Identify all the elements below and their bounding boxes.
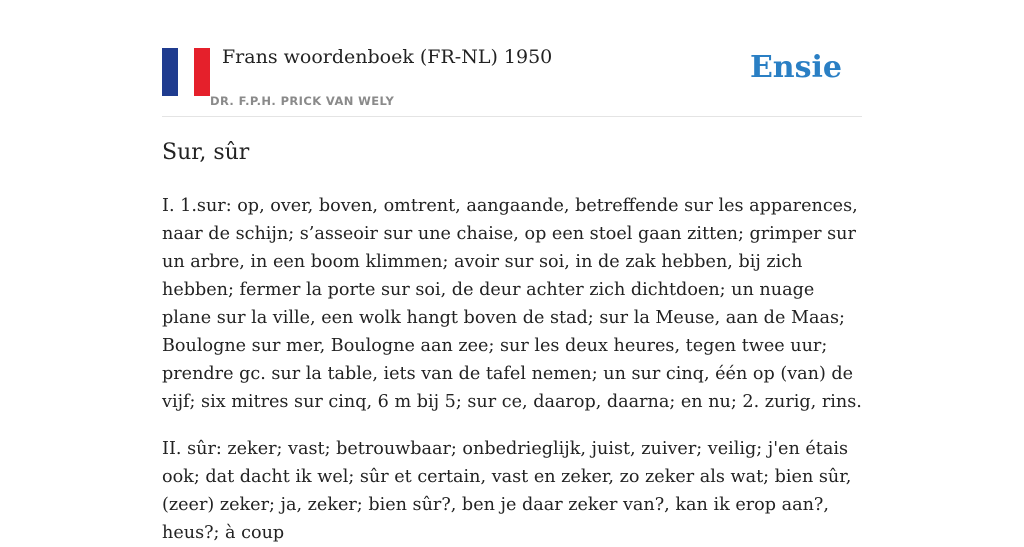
dictionary-header xyxy=(162,44,862,117)
entry-headword: Sur, sûr xyxy=(162,140,250,165)
definition-paragraph-2: II. sûr: zeker; vast; betrouwbaar; onbedrieglijk, juist, zuiver; veilig; j'en étais ook; dat dacht ik wel; sûr et certain, vast en zeker, zo zeker als wat; bien sûr, (zeer) zeker; ja, zeker; bien sûr?, ben je daar zeker van?, kan ik erop aan?, heus?; à coup xyxy=(162,439,852,543)
dictionary-author: DR. F.P.H. PRICK VAN WELY xyxy=(210,94,395,108)
definition-paragraph-1: I. 1.sur: op, over, boven, omtrent, aangaande, betreffende sur les apparences, naar de schijn; s’asseoir sur une chaise, op een stoel gaan zitten; grimper sur un arbre, in een boom klimmen; avoir sur soi, in de zak hebben, bij zich hebben; fermer la porte sur soi, de deur achter zich dichtdoen; un nuage plane sur la ville, een wolk hangt boven de stad; sur la Meuse, aan de Maas; Boulogne sur mer, Boulogne aan zee; sur les deux heures, tegen twee uur; prendre gc. sur la table, iets van de tafel nemen; un sur cinq, één op (van) de vijf; six mitres sur cinq, 6 m bij 5; sur ce, daarop, daarna; en nu; 2. zurig, rins. xyxy=(162,196,862,412)
ensie-logo-link[interactable]: Ensie xyxy=(749,50,842,85)
french-flag-icon xyxy=(162,48,210,96)
dictionary-title[interactable]: Frans woordenboek (FR-NL) 1950 xyxy=(222,46,553,68)
